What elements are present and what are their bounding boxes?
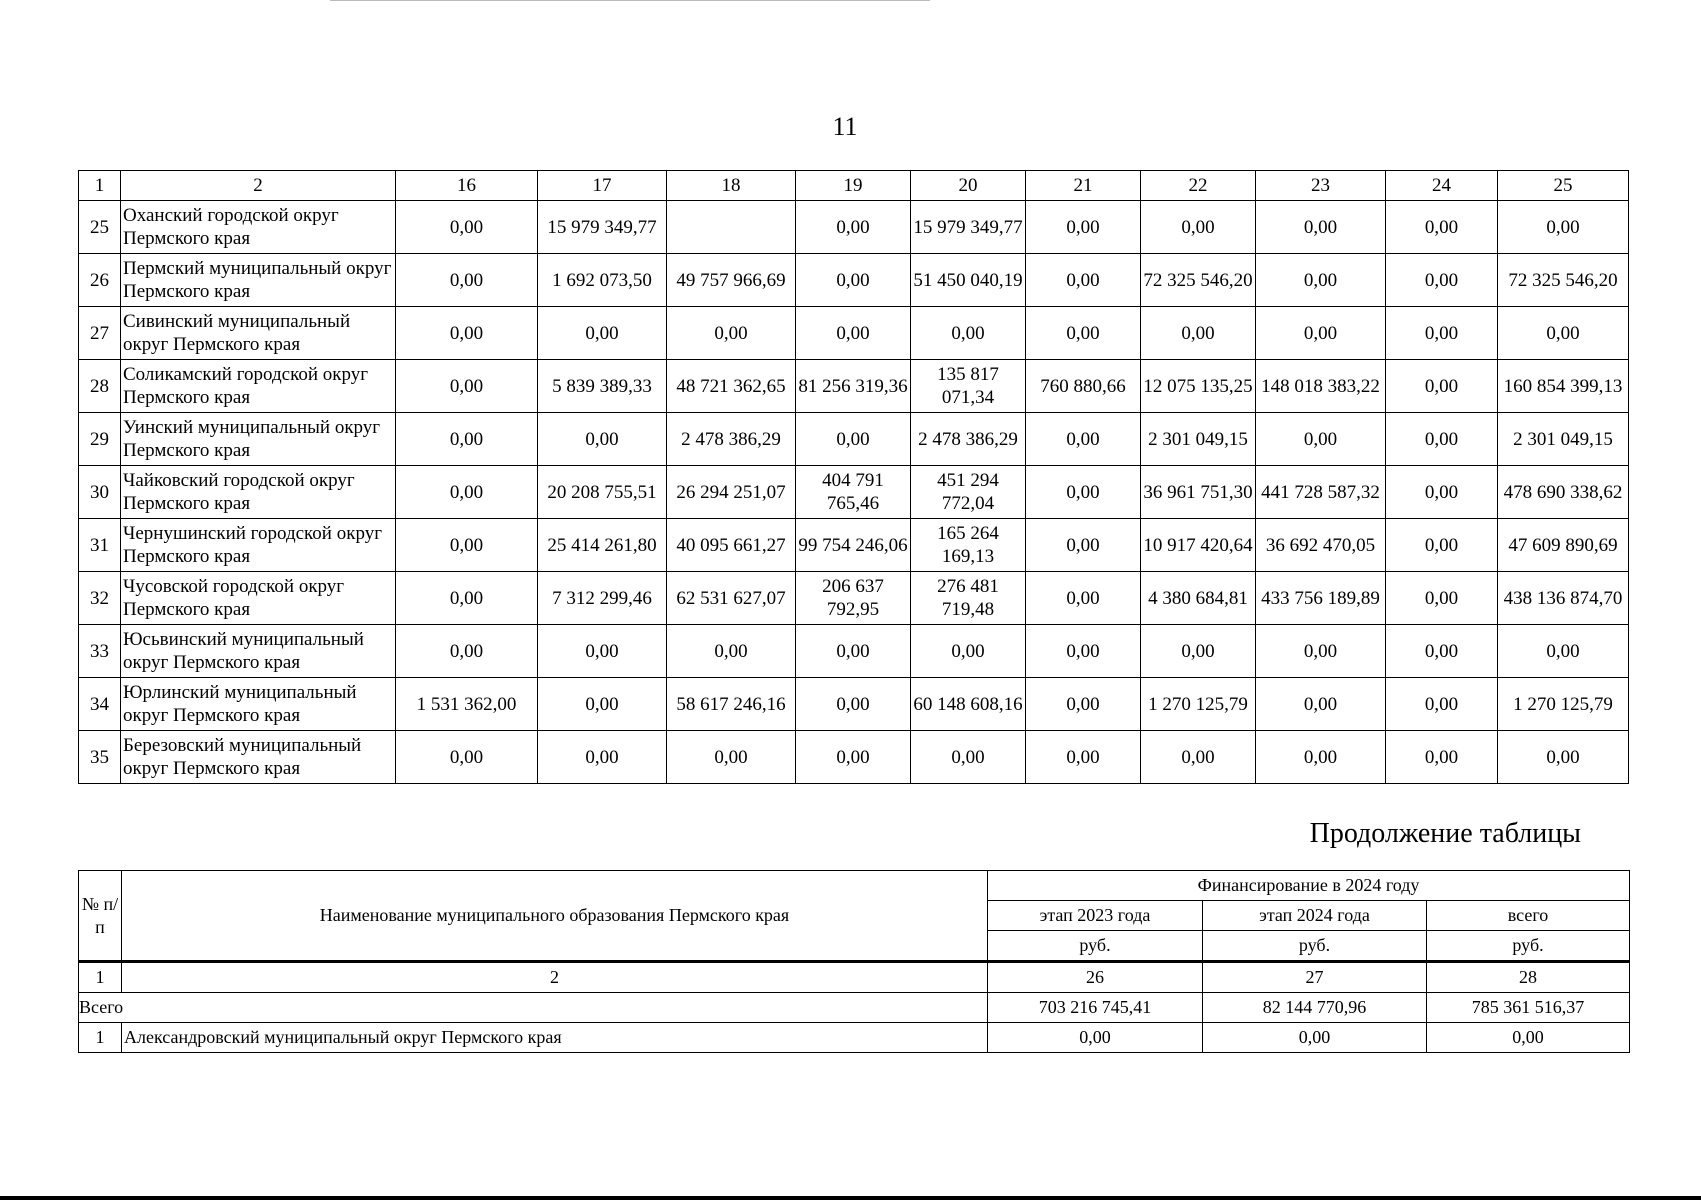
unit-cell: руб.	[988, 931, 1203, 962]
value-cell-22: 72 325 546,20	[1141, 254, 1256, 307]
municipality-name: Оханский городской округ Пермского края	[121, 201, 396, 254]
municipality-name: Чайковский городской округ Пермского края	[121, 466, 396, 519]
total-value: 785 361 516,37	[1427, 993, 1630, 1023]
value-cell-23: 0,00	[1256, 254, 1386, 307]
value-cell-17: 0,00	[538, 678, 667, 731]
value-cell-23: 441 728 587,32	[1256, 466, 1386, 519]
value-cell-18: 0,00	[667, 307, 796, 360]
municipality-name: Юсьвинский муниципальный округ Пермского края	[121, 625, 396, 678]
value-cell-19: 0,00	[796, 625, 911, 678]
value-cell-21: 0,00	[1026, 307, 1141, 360]
value-cell-16: 0,00	[396, 307, 538, 360]
row-number: 29	[79, 413, 121, 466]
value-cell-21: 0,00	[1026, 731, 1141, 784]
municipality-name: Уинский муниципальный округ Пермского края	[121, 413, 396, 466]
table-row	[79, 519, 1629, 572]
total-header: всего	[1427, 901, 1630, 931]
total-value: 703 216 745,41	[988, 993, 1203, 1023]
number-cell: 2	[122, 962, 988, 993]
value-cell-25: 0,00	[1498, 625, 1629, 678]
value-cell-22: 1 270 125,79	[1141, 678, 1256, 731]
value-cell-24: 0,00	[1386, 413, 1498, 466]
total-row	[79, 993, 1630, 1023]
header-cell: 17	[538, 171, 667, 201]
header-cell: 18	[667, 171, 796, 201]
value-cell-17: 25 414 261,80	[538, 519, 667, 572]
header-cell: 19	[796, 171, 911, 201]
header-cell: 21	[1026, 171, 1141, 201]
value-cell-25: 1 270 125,79	[1498, 678, 1629, 731]
row-number: 27	[79, 307, 121, 360]
value-cell-22: 0,00	[1141, 625, 1256, 678]
header-cell: 2	[121, 171, 396, 201]
value-cell-24: 0,00	[1386, 519, 1498, 572]
row-number: 34	[79, 678, 121, 731]
header-cell: 23	[1256, 171, 1386, 201]
value-cell-22: 0,00	[1141, 201, 1256, 254]
header-cell: 24	[1386, 171, 1498, 201]
stage-2024-header: этап 2024 года	[1203, 901, 1427, 931]
municipality-name: Пермский муниципальный округ Пермского края	[121, 254, 396, 307]
value-cell-22: 12 075 135,25	[1141, 360, 1256, 413]
value-cell-20: 0,00	[911, 307, 1026, 360]
value-cell-21: 0,00	[1026, 519, 1141, 572]
table-row	[79, 201, 1629, 254]
table-row	[79, 572, 1629, 625]
col-number-header: № п/п	[79, 871, 122, 962]
value-cell-18: 26 294 251,07	[667, 466, 796, 519]
cont-number-row	[79, 962, 1630, 993]
header-cell: 20	[911, 171, 1026, 201]
value-cell-17: 7 312 299,46	[538, 572, 667, 625]
total-value: 82 144 770,96	[1203, 993, 1427, 1023]
value-cell-18: 0,00	[667, 625, 796, 678]
table-row	[79, 678, 1629, 731]
value-cell-21: 0,00	[1026, 201, 1141, 254]
page-number: 11	[832, 112, 858, 141]
value-cell-19: 81 256 319,36	[796, 360, 911, 413]
value-cell-23: 0,00	[1256, 625, 1386, 678]
value-cell-16: 0,00	[396, 466, 538, 519]
row-number: 25	[79, 201, 121, 254]
value-cell-18: 49 757 966,69	[667, 254, 796, 307]
row-number: 30	[79, 466, 121, 519]
financing-table-columns-16-25	[78, 170, 1629, 784]
number-cell: 27	[1203, 962, 1427, 993]
value-cell-24: 0,00	[1386, 625, 1498, 678]
value-cell-20: 2 478 386,29	[911, 413, 1026, 466]
value-cell-16: 0,00	[396, 519, 538, 572]
value-cell-19: 99 754 246,06	[796, 519, 911, 572]
value-cell-24: 0,00	[1386, 307, 1498, 360]
value-cell-17: 0,00	[538, 625, 667, 678]
value-cell-17: 0,00	[538, 731, 667, 784]
value-cell-20: 60 148 608,16	[911, 678, 1026, 731]
table-row	[79, 1023, 1630, 1053]
value-cell-22: 0,00	[1141, 731, 1256, 784]
header-cell: 22	[1141, 171, 1256, 201]
table-row	[79, 254, 1629, 307]
bottom-scan-edge	[0, 1196, 1701, 1200]
value-cell-21: 0,00	[1026, 254, 1141, 307]
value-cell-21: 0,00	[1026, 625, 1141, 678]
value-cell-23: 36 692 470,05	[1256, 519, 1386, 572]
table-row	[79, 731, 1629, 784]
value-cell-24: 0,00	[1386, 466, 1498, 519]
continuation-title: Продолжение таблицы	[1309, 818, 1581, 849]
value-cell-23: 0,00	[1256, 307, 1386, 360]
value-cell-16: 0,00	[396, 572, 538, 625]
row-number: 26	[79, 254, 121, 307]
municipality-name: Чусовской городской округ Пермского края	[121, 572, 396, 625]
value-cell-19: 0,00	[796, 731, 911, 784]
value-cell-25: 2 301 049,15	[1498, 413, 1629, 466]
value-cell-23: 0,00	[1256, 731, 1386, 784]
table-row	[79, 413, 1629, 466]
value-cell-22: 0,00	[1141, 307, 1256, 360]
value-cell-16: 1 531 362,00	[396, 678, 538, 731]
value-cell-25: 0,00	[1498, 201, 1629, 254]
value-cell-25: 0,00	[1498, 307, 1629, 360]
value-cell-18: 2 478 386,29	[667, 413, 796, 466]
value-cell-18: 58 617 246,16	[667, 678, 796, 731]
value-cell-19: 206 637 792,95	[796, 572, 911, 625]
municipality-name: Юрлинский муниципальный округ Пермского края	[121, 678, 396, 731]
value-cell-19: 0,00	[796, 307, 911, 360]
municipality-name: Березовский муниципальный округ Пермского края	[121, 731, 396, 784]
value-cell-18: 40 095 661,27	[667, 519, 796, 572]
value-cell-25: 478 690 338,62	[1498, 466, 1629, 519]
value-cell: 0,00	[1203, 1023, 1427, 1053]
value-cell-22: 2 301 049,15	[1141, 413, 1256, 466]
value-cell-24: 0,00	[1386, 678, 1498, 731]
cont-header-row-1	[79, 871, 1630, 901]
value-cell-19: 0,00	[796, 254, 911, 307]
financing-header: Финансирование в 2024 году	[988, 871, 1630, 901]
value-cell-25: 438 136 874,70	[1498, 572, 1629, 625]
table-row	[79, 307, 1629, 360]
value-cell-24: 0,00	[1386, 201, 1498, 254]
unit-cell: руб.	[1427, 931, 1630, 962]
table-row	[79, 625, 1629, 678]
value-cell-16: 0,00	[396, 413, 538, 466]
value-cell-20: 135 817 071,34	[911, 360, 1026, 413]
unit-cell: руб.	[1203, 931, 1427, 962]
value-cell-23: 0,00	[1256, 413, 1386, 466]
value-cell-24: 0,00	[1386, 360, 1498, 413]
value-cell-20: 15 979 349,77	[911, 201, 1026, 254]
value-cell-17: 1 692 073,50	[538, 254, 667, 307]
value-cell-25: 72 325 546,20	[1498, 254, 1629, 307]
header-cell: 16	[396, 171, 538, 201]
number-cell: 26	[988, 962, 1203, 993]
row-number: 28	[79, 360, 121, 413]
value-cell-21: 0,00	[1026, 678, 1141, 731]
value-cell-20: 0,00	[911, 625, 1026, 678]
value-cell-21: 0,00	[1026, 572, 1141, 625]
municipality-name: Соликамский городской округ Пермского края	[121, 360, 396, 413]
value-cell-25: 160 854 399,13	[1498, 360, 1629, 413]
row-number: 33	[79, 625, 121, 678]
number-cell: 1	[79, 962, 122, 993]
row-number: 35	[79, 731, 121, 784]
value-cell-16: 0,00	[396, 625, 538, 678]
stage-2023-header: этап 2023 года	[988, 901, 1203, 931]
value-cell-25: 47 609 890,69	[1498, 519, 1629, 572]
value-cell-18: 48 721 362,65	[667, 360, 796, 413]
value-cell-21: 0,00	[1026, 413, 1141, 466]
value-cell-16: 0,00	[396, 731, 538, 784]
value-cell-18: 62 531 627,07	[667, 572, 796, 625]
top-scan-line	[330, 0, 930, 1]
value-cell-16: 0,00	[396, 254, 538, 307]
column-number-header-row	[79, 171, 1629, 201]
value-cell-22: 36 961 751,30	[1141, 466, 1256, 519]
number-cell: 28	[1427, 962, 1630, 993]
row-number: 31	[79, 519, 121, 572]
value-cell-16: 0,00	[396, 360, 538, 413]
row-number: 1	[79, 1023, 122, 1053]
value-cell-19: 404 791 765,46	[796, 466, 911, 519]
col-name-header: Наименование муниципального образования Пермского края	[122, 871, 988, 962]
value-cell-17: 0,00	[538, 413, 667, 466]
municipality-name: Сивинский муниципальный округ Пермского края	[121, 307, 396, 360]
value-cell-16: 0,00	[396, 201, 538, 254]
table-row	[79, 360, 1629, 413]
value-cell-17: 0,00	[538, 307, 667, 360]
value-cell-24: 0,00	[1386, 731, 1498, 784]
table-row	[79, 466, 1629, 519]
value-cell-20: 165 264 169,13	[911, 519, 1026, 572]
value-cell-20: 276 481 719,48	[911, 572, 1026, 625]
value-cell-23: 433 756 189,89	[1256, 572, 1386, 625]
value-cell-20: 51 450 040,19	[911, 254, 1026, 307]
municipality-name: Чернушинский городской округ Пермского края	[121, 519, 396, 572]
header-cell: 25	[1498, 171, 1629, 201]
row-number: 32	[79, 572, 121, 625]
value-cell-17: 20 208 755,51	[538, 466, 667, 519]
value-cell-23: 0,00	[1256, 201, 1386, 254]
value-cell: 0,00	[1427, 1023, 1630, 1053]
value-cell-17: 15 979 349,77	[538, 201, 667, 254]
value-cell-25: 0,00	[1498, 731, 1629, 784]
value-cell-19: 0,00	[796, 413, 911, 466]
value-cell-18	[667, 201, 796, 254]
value-cell-19: 0,00	[796, 678, 911, 731]
value-cell-24: 0,00	[1386, 254, 1498, 307]
value-cell: 0,00	[988, 1023, 1203, 1053]
value-cell-21: 0,00	[1026, 466, 1141, 519]
value-cell-17: 5 839 389,33	[538, 360, 667, 413]
value-cell-23: 148 018 383,22	[1256, 360, 1386, 413]
value-cell-22: 10 917 420,64	[1141, 519, 1256, 572]
value-cell-22: 4 380 684,81	[1141, 572, 1256, 625]
financing-2024-table	[78, 870, 1630, 1053]
value-cell-21: 760 880,66	[1026, 360, 1141, 413]
municipality-name: Александровский муниципальный округ Пермского края	[122, 1023, 988, 1053]
value-cell-18: 0,00	[667, 731, 796, 784]
value-cell-20: 0,00	[911, 731, 1026, 784]
value-cell-19: 0,00	[796, 201, 911, 254]
header-cell: 1	[79, 171, 121, 201]
total-label: Всего	[79, 993, 988, 1023]
value-cell-23: 0,00	[1256, 678, 1386, 731]
value-cell-24: 0,00	[1386, 572, 1498, 625]
value-cell-20: 451 294 772,04	[911, 466, 1026, 519]
